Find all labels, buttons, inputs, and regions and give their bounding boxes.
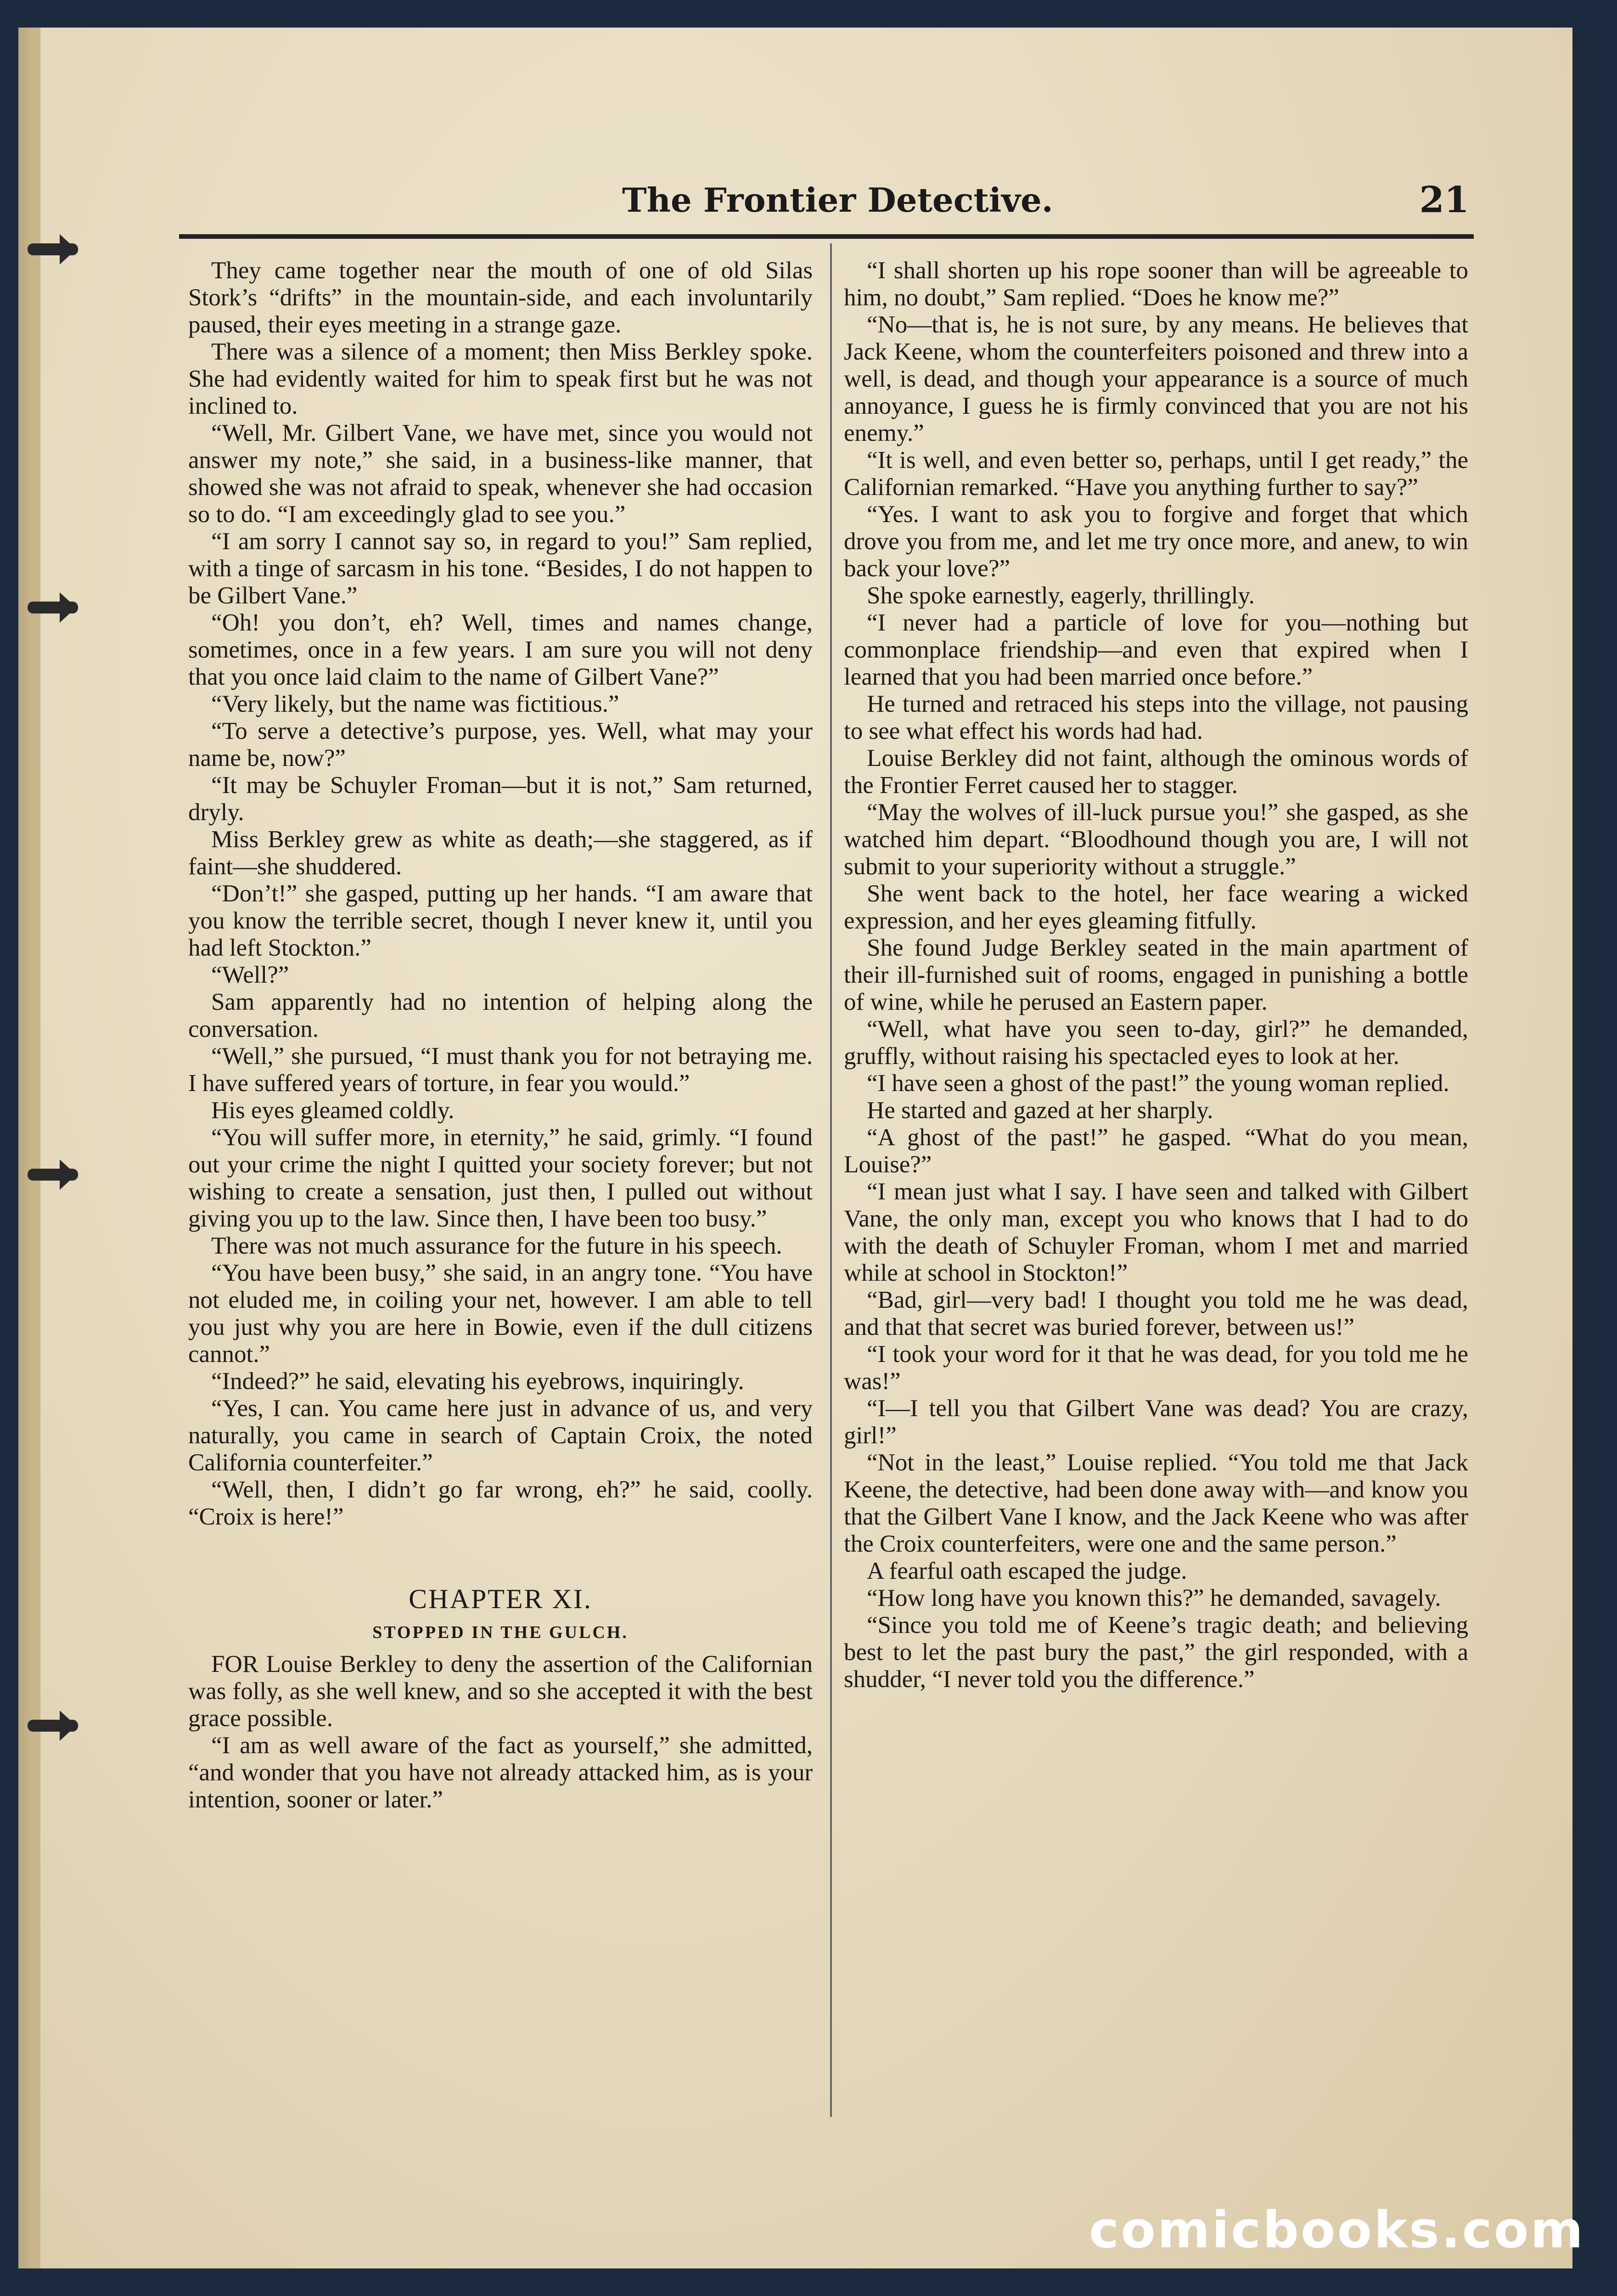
paragraph: “I—I tell you that Gilbert Vane was dead? You are crazy, girl!” (844, 1395, 1468, 1449)
paragraph: “No—that is, he is not sure, by any means. He believes that Jack Keene, whom the counterfeiters poisoned and threw into a well, is dead, and though your appearance is a source of much annoyance, I guess he is firmly convinced that you are not his enemy.” (844, 311, 1468, 446)
paragraph: “Since you told me of Keene’s tragic death; and believing best to let the past bury the past,” the girl responded, with a shudder, “I never told you the difference.” (844, 1612, 1468, 1693)
paragraph: She spoke earnestly, eagerly, thrillingly. (867, 582, 1255, 609)
header-rule (179, 234, 1474, 239)
stitch-mark-4 (28, 1720, 78, 1732)
stitch-mark-1 (28, 243, 78, 255)
paragraph: Sam apparently had no intention of helping along the conversation. (188, 989, 813, 1042)
paragraph: She found Judge Berkley seated in the main apartment of their ill-furnished suit of rooms, engaged in punishing a bottle of wine, while he perused an Eastern paper. (844, 934, 1468, 1015)
paragraph: “I am sorry I cannot say so, in regard to you!” Sam replied, with a tinge of sarcasm in his tone. “Besides, I do not happen to be Gilbert Vane.” (188, 528, 813, 609)
paragraph: “Very likely, but the name was fictitious.” (211, 691, 619, 717)
paragraph: “Well, Mr. Gilbert Vane, we have met, since you would not answer my note,” she said, in a business-like manner, that showed she was not afraid to speak, whenever she had occasion so to do. “I am exceedingly glad to see you.” (188, 420, 813, 528)
column-divider (830, 243, 832, 2117)
paragraph: “Indeed?” he said, elevating his eyebrows, inquiringly. (211, 1368, 744, 1395)
paragraph: “Yes, I can. You came here just in advance of us, and very naturally, you came in search of Captain Croix, the noted California counterfeiter.” (188, 1395, 813, 1476)
paragraph: She went back to the hotel, her face wearing a wicked expression, and her eyes gleaming fitfully. (844, 880, 1468, 934)
paragraph: “May the wolves of ill-luck pursue you!” she gasped, as she watched him depart. “Bloodhound though you are, I will not submit to your superiority without a struggle.” (844, 799, 1468, 880)
paragraph: “It may be Schuyler Froman—but it is not,” Sam returned, dryly. (188, 772, 813, 826)
paragraph: “I shall shorten up his rope sooner than will be agreeable to him, no doubt,” Sam replied. “Does he know me?” (844, 257, 1468, 311)
paragraph: His eyes gleamed coldly. (211, 1097, 455, 1124)
paragraph: “Oh! you don’t, eh? Well, times and names change, sometimes, once in a few years. I am sure you will not deny that you once laid claim to the name of Gilbert Vane?” (188, 609, 813, 690)
running-header (622, 174, 1469, 225)
paragraph: “I never had a particle of love for you—nothing but commonplace friendship—and even that expired when I learned that you had been married once before.” (844, 609, 1468, 690)
paragraph: “Well?” (211, 962, 289, 988)
paragraph: “I have seen a ghost of the past!” the young woman replied. (867, 1070, 1449, 1097)
paragraph: “To serve a detective’s purpose, yes. Well, what may your name be, now?” (188, 718, 813, 771)
chapter-subheading: STOPPED IN THE GULCH. (372, 1623, 629, 1642)
paragraph: They came together near the mouth of one of old Silas Stork’s “drifts” in the mountain-side, and each involuntarily paused, their eyes meeting in a strange gaze. (188, 257, 813, 338)
paragraph: “Well,” she pursued, “I must thank you for not betraying me. I have suffered years of torture, in fear you would.” (188, 1043, 813, 1097)
paragraph: “I am as well aware of the fact as yourself,” she admitted, “and wonder that you have not already attacked him, as is your intention, sooner or later.” (188, 1732, 813, 1813)
page-number: 21 (1419, 179, 1469, 221)
stitch-mark-2 (28, 602, 78, 613)
paragraph: “How long have you known this?” he demanded, savagely. (867, 1585, 1441, 1611)
paragraph: “Well, what have you seen to-day, girl?” he demanded, gruffly, without raising his spectacled eyes to look at her. (844, 1016, 1468, 1069)
site-watermark: comicbooks.com (1089, 2200, 1585, 2259)
right-column (844, 257, 1468, 1693)
paragraph: “Don’t!” she gasped, putting up her hands. “I am aware that you know the terrible secret, though I never knew it, until you had left Stockton.” (188, 880, 813, 961)
left-column (188, 257, 813, 1813)
paragraph: There was not much assurance for the future in his speech. (211, 1232, 782, 1259)
paragraph: There was a silence of a moment; then Miss Berkley spoke. She had evidently waited for him to speak first but he was not inclined to. (188, 338, 813, 419)
paragraph: FOR Louise Berkley to deny the assertion of the Californian was folly, as she well knew, and so she accepted it with the best grace possible. (188, 1651, 813, 1732)
paragraph: “Well, then, I didn’t go far wrong, eh?” he said, coolly. “Croix is here!” (188, 1476, 813, 1530)
paragraph: A fearful oath escaped the judge. (867, 1558, 1187, 1584)
paragraph: “I mean just what I say. I have seen and talked with Gilbert Vane, the only man, except you who knows that I had to do with the death of Schuyler Froman, whom I met and married while at school in Stockton!” (844, 1178, 1468, 1286)
stitch-mark-3 (28, 1169, 78, 1181)
chapter-heading: CHAPTER XI. (409, 1584, 592, 1614)
paragraph: “Bad, girl—very bad! I thought you told me he was dead, and that that secret was buried forever, between us!” (844, 1287, 1468, 1340)
paragraph: He turned and retraced his steps into the village, not pausing to see what effect his words had had. (844, 691, 1468, 744)
paragraph: “A ghost of the past!” he gasped. “What do you mean, Louise?” (844, 1124, 1468, 1178)
paragraph: Miss Berkley grew as white as death;—she staggered, as if faint—she shuddered. (188, 826, 813, 880)
paragraph: “Yes. I want to ask you to forgive and forget that which drove you from me, and let me try once more, and anew, to win back your love?” (844, 501, 1468, 582)
running-title: The Frontier Detective. (622, 180, 1053, 219)
paragraph: He started and gazed at her sharply. (867, 1097, 1213, 1124)
paragraph: “You will suffer more, in eternity,” he said, grimly. “I found out your crime the night I quitted your society forever; but not wishing to create a sensation, just then, I pulled out without giving you up to the law. Since then, I have been too busy.” (188, 1124, 813, 1232)
paragraph: “It is well, and even better so, perhaps, until I get ready,” the Californian remarked. “Have you anything further to say?” (844, 447, 1468, 501)
paragraph: Louise Berkley did not faint, although the ominous words of the Frontier Ferret caused her to stagger. (844, 745, 1468, 799)
paragraph: “Not in the least,” Louise replied. “You told me that Jack Keene, the detective, had been done away with—and know you that the Gilbert Vane I know, and the Jack Keene who was after the Croix counterfeiters, were one and the same person.” (844, 1449, 1468, 1557)
paragraph: “You have been busy,” she said, in an angry tone. “You have not eluded me, in coiling your net, however. I am able to tell you just why you are here in Bowie, even if the dull citizens cannot.” (188, 1260, 813, 1367)
paragraph: “I took your word for it that he was dead, for you told me he was!” (844, 1341, 1468, 1395)
